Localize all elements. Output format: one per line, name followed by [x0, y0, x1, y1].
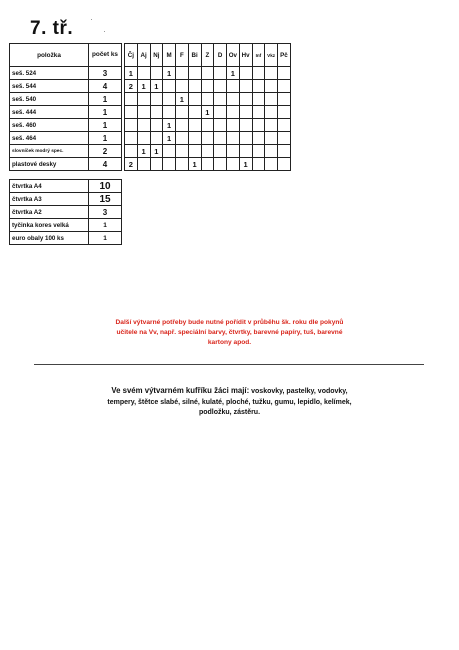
item-name: čtvrtka A2 — [10, 206, 89, 219]
item-name: seš. 460 — [10, 119, 89, 132]
grid-cell — [227, 145, 240, 158]
grid-row — [125, 158, 291, 171]
grid-cell — [214, 93, 227, 106]
grid-cell — [188, 80, 201, 93]
table-row — [10, 206, 122, 219]
grid-cell — [239, 132, 252, 145]
grid-row — [125, 67, 291, 80]
kit-lead: Ve svém výtvarném kufříku žáci mají: — [111, 386, 250, 395]
grid-cell — [265, 132, 278, 145]
grid-cell — [214, 158, 227, 171]
grid-cell — [201, 132, 214, 145]
note-line: učitele na Vv, např. speciální barvy, čtvrtky, barevné papíry, tuš, barevné — [116, 329, 343, 336]
subject-header: Vkz — [265, 44, 278, 67]
item-count: 1 — [89, 106, 122, 119]
grid-cell — [125, 119, 138, 132]
grid-cell — [150, 119, 163, 132]
grid-cell: 1 — [163, 132, 176, 145]
grid-cell — [201, 158, 214, 171]
grid-cell — [227, 119, 240, 132]
grid-cell — [125, 132, 138, 145]
item-count: 1 — [89, 219, 122, 232]
table-row — [10, 180, 122, 193]
grid-cell — [137, 67, 150, 80]
item-name: euro obaly 100 ks — [10, 232, 89, 245]
grid-cell — [150, 67, 163, 80]
grid-cell — [163, 145, 176, 158]
grid-cell — [188, 119, 201, 132]
grid-cell — [265, 145, 278, 158]
item-count: 1 — [89, 132, 122, 145]
item-name: seš. 464 — [10, 132, 89, 145]
grid-cell — [265, 158, 278, 171]
grid-cell — [252, 93, 265, 106]
item-name: seš. 540 — [10, 93, 89, 106]
divider — [34, 364, 424, 365]
grid-cell — [214, 132, 227, 145]
grid-cell — [252, 80, 265, 93]
grid-cell — [137, 93, 150, 106]
grid-cell — [239, 145, 252, 158]
item-count: 15 — [89, 193, 122, 206]
grid-cell — [188, 106, 201, 119]
subject-header: Ov — [227, 44, 240, 67]
grid-cell — [252, 145, 265, 158]
table-row — [10, 119, 122, 132]
grid-cell: 1 — [227, 67, 240, 80]
grid-cell — [278, 132, 291, 145]
grid-cell — [239, 67, 252, 80]
grid-cell — [252, 132, 265, 145]
subject-header: Bi — [188, 44, 201, 67]
grid-cell — [137, 106, 150, 119]
grid-row — [125, 132, 291, 145]
subject-header: Aj — [137, 44, 150, 67]
item-name: slovníček modrý spec. — [10, 145, 89, 158]
item-name: seš. 524 — [10, 67, 89, 80]
art-kit-text — [14, 386, 445, 419]
note-line: Další výtvarné potřeby bude nutné pořídit v průběhu šk. roku dle pokynů — [115, 319, 344, 326]
kit-line-rest: voskovky, pastelky, vodovky, — [249, 388, 348, 395]
grid-cell — [176, 158, 189, 171]
grid-cell — [227, 80, 240, 93]
item-name: tyčinka kores velká — [10, 219, 89, 232]
grid-cell — [252, 106, 265, 119]
grid-cell: 1 — [176, 93, 189, 106]
grid-cell — [265, 80, 278, 93]
grid-row — [125, 119, 291, 132]
grid-cell — [125, 145, 138, 158]
grid-cell — [201, 119, 214, 132]
items-header-row — [10, 44, 122, 67]
grid-cell — [239, 119, 252, 132]
grid-row — [125, 106, 291, 119]
grid-cell — [176, 106, 189, 119]
grid-cell — [214, 119, 227, 132]
item-count: 1 — [89, 119, 122, 132]
grid-cell — [239, 93, 252, 106]
grid-cell — [163, 106, 176, 119]
grid-cell — [176, 80, 189, 93]
subject-grid — [124, 43, 291, 171]
grid-cell — [125, 93, 138, 106]
table-row — [10, 232, 122, 245]
subject-header: Pč — [278, 44, 291, 67]
grid-cell: 2 — [125, 80, 138, 93]
subject-header: Inf — [252, 44, 265, 67]
item-name: čtvrtka A3 — [10, 193, 89, 206]
item-name: seš. 544 — [10, 80, 89, 93]
grid-row — [125, 93, 291, 106]
subject-header: Hv — [239, 44, 252, 67]
item-name: plastové desky — [10, 158, 89, 171]
grid-cell — [201, 93, 214, 106]
grid-cell — [278, 145, 291, 158]
grid-cell — [137, 132, 150, 145]
column-header-item: položka — [10, 44, 89, 67]
grid-cell — [278, 158, 291, 171]
item-count: 1 — [89, 232, 122, 245]
item-count: 3 — [89, 67, 122, 80]
grid-cell: 1 — [188, 158, 201, 171]
grid-cell: 1 — [239, 158, 252, 171]
grid-cell — [150, 93, 163, 106]
subject-header: D — [214, 44, 227, 67]
grid-cell — [163, 80, 176, 93]
grid-cell — [188, 93, 201, 106]
grid-cell — [278, 67, 291, 80]
grid-cell: 1 — [201, 106, 214, 119]
grid-cell — [214, 106, 227, 119]
grid-cell: 1 — [125, 67, 138, 80]
item-name: čtvrtka A4 — [10, 180, 89, 193]
grid-cell — [278, 119, 291, 132]
grid-cell — [227, 158, 240, 171]
grid-cell: 2 — [125, 158, 138, 171]
grid-cell — [214, 145, 227, 158]
grid-cell — [214, 80, 227, 93]
grid-cell — [278, 80, 291, 93]
grid-row — [125, 80, 291, 93]
table-row — [10, 106, 122, 119]
table-row — [10, 145, 122, 158]
items-table — [9, 43, 122, 171]
grid-cell: 1 — [163, 67, 176, 80]
grid-cell — [265, 106, 278, 119]
grid-cell — [137, 158, 150, 171]
extras-table — [9, 179, 122, 245]
grid-cell: 1 — [150, 145, 163, 158]
table-row — [10, 67, 122, 80]
grid-cell — [265, 67, 278, 80]
table-row — [10, 80, 122, 93]
grid-cell — [176, 67, 189, 80]
page-title: 7. tř. — [30, 18, 74, 39]
item-name: seš. 444 — [10, 106, 89, 119]
grid-cell — [176, 132, 189, 145]
subject-header: F — [176, 44, 189, 67]
grid-cell — [163, 93, 176, 106]
grid-cell — [265, 93, 278, 106]
item-count: 10 — [89, 180, 122, 193]
grid-cell — [163, 158, 176, 171]
art-supplies-note — [20, 318, 439, 348]
subject-header: M — [163, 44, 176, 67]
grid-cell — [278, 106, 291, 119]
grid-cell — [252, 119, 265, 132]
grid-cell — [227, 132, 240, 145]
grid-cell — [239, 106, 252, 119]
table-row — [10, 219, 122, 232]
grid-cell — [188, 145, 201, 158]
grid-cell — [137, 119, 150, 132]
grid-cell — [188, 132, 201, 145]
note-line: kartony apod. — [207, 339, 252, 346]
grid-cell — [176, 119, 189, 132]
grid-cell: 1 — [163, 119, 176, 132]
subject-header-row — [125, 44, 291, 67]
item-count: 1 — [89, 93, 122, 106]
item-count: 2 — [89, 145, 122, 158]
item-count: 4 — [89, 158, 122, 171]
table-row — [10, 193, 122, 206]
table-row — [10, 132, 122, 145]
grid-cell — [176, 145, 189, 158]
kit-line: tempery, štětce slabé, silné, kulaté, ploché, tužku, gumu, lepidlo, kelímek, — [107, 398, 352, 406]
grid-cell — [201, 80, 214, 93]
scan-speck — [91, 19, 92, 20]
column-header-count: počet ks — [89, 44, 122, 67]
scan-speck — [104, 31, 105, 32]
subject-header: Nj — [150, 44, 163, 67]
grid-cell — [227, 93, 240, 106]
grid-cell — [150, 158, 163, 171]
grid-cell: 1 — [137, 145, 150, 158]
grid-cell — [150, 132, 163, 145]
grid-cell — [278, 93, 291, 106]
grid-cell — [125, 106, 138, 119]
grid-cell: 1 — [150, 80, 163, 93]
grid-cell: 1 — [137, 80, 150, 93]
grid-cell — [188, 67, 201, 80]
item-count: 3 — [89, 206, 122, 219]
grid-cell — [252, 158, 265, 171]
kit-line — [14, 386, 445, 398]
subject-header: Z — [201, 44, 214, 67]
kit-line: podložku, zástěru. — [198, 409, 261, 416]
subject-header: Čj — [125, 44, 138, 67]
grid-cell — [201, 145, 214, 158]
grid-cell — [252, 67, 265, 80]
grid-cell — [150, 106, 163, 119]
grid-cell — [227, 106, 240, 119]
grid-cell — [214, 67, 227, 80]
table-row — [10, 158, 122, 171]
grid-row — [125, 145, 291, 158]
grid-cell — [201, 67, 214, 80]
grid-cell — [239, 80, 252, 93]
grid-cell — [265, 119, 278, 132]
item-count: 4 — [89, 80, 122, 93]
table-row — [10, 93, 122, 106]
